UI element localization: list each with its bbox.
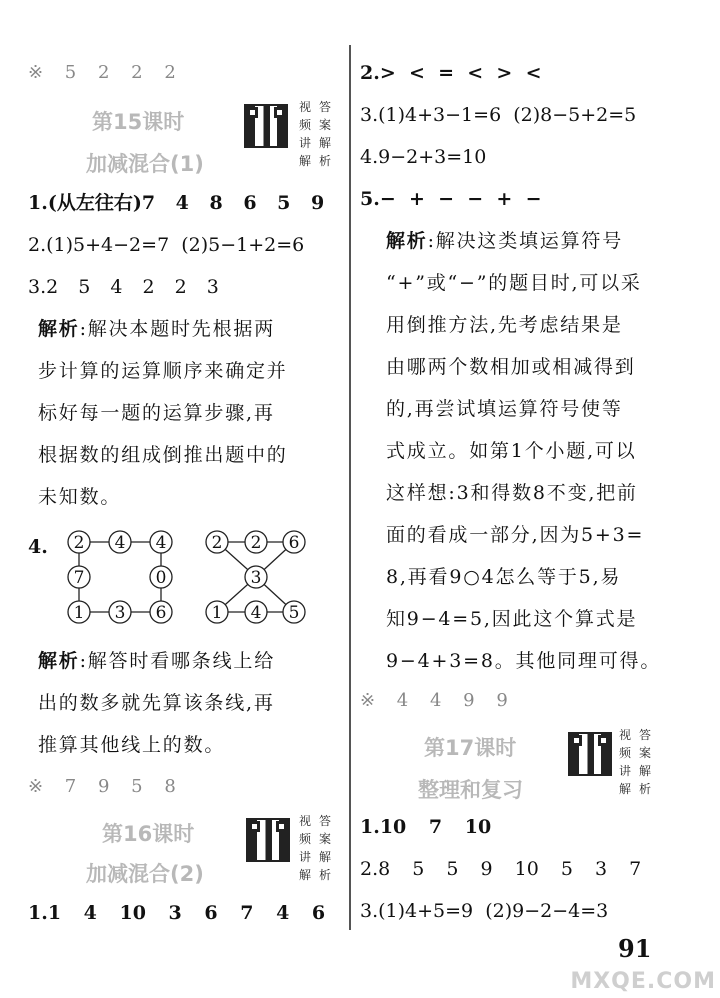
right-column bbox=[360, 40, 690, 960]
qr-label: 视 bbox=[618, 728, 631, 742]
answer-3: 3.2 5 4 2 2 3 bbox=[28, 276, 219, 298]
lesson-15-subtitle: 加减混合(1) bbox=[86, 152, 204, 176]
explanation-2-line-3: 推算其他线上的数。 bbox=[38, 734, 226, 756]
lesson-16-title: 第16课时 bbox=[102, 822, 195, 846]
graph1-node: 3 bbox=[114, 603, 126, 623]
qr-label: 频 bbox=[298, 832, 311, 846]
explanation-line-8: 面的看成一部分,因为5+3= bbox=[386, 524, 645, 546]
graph2-node: 6 bbox=[288, 533, 300, 553]
graph2-node: 2 bbox=[211, 533, 223, 553]
graph1-node: 1 bbox=[73, 603, 85, 623]
qr-label: 析 bbox=[318, 154, 331, 168]
page-number: 91 bbox=[618, 934, 652, 963]
graph1-node: 6 bbox=[155, 603, 167, 623]
answer-4-number: 4. bbox=[28, 536, 48, 558]
qr-code-lesson-17[interactable] bbox=[568, 732, 612, 776]
graph1-node: 7 bbox=[73, 568, 85, 588]
lesson-17-answer-1: 1.10 7 10 bbox=[360, 816, 492, 838]
answer-2: 2.(1)5+4−2=7 (2)5−1+2=6 bbox=[28, 234, 305, 256]
qr-label: 析 bbox=[318, 868, 331, 882]
explanation-line-10: 知9−4=5,因此这个算式是 bbox=[386, 608, 638, 630]
graph1-node: 4 bbox=[114, 533, 126, 553]
explanation-1-line-5: 未知数。 bbox=[38, 486, 122, 508]
answer-3: 3.(1)4+3−1=6 (2)8−5+2=5 bbox=[360, 104, 637, 126]
lesson-17-answer-2: 2.8 5 5 9 10 5 3 7 bbox=[360, 858, 642, 880]
answer-1: 1.(从左往右)7 4 8 6 5 9 bbox=[28, 192, 325, 214]
star-answer-1: ※ 5 2 2 2 bbox=[28, 62, 176, 83]
qr-label: 讲 bbox=[618, 764, 631, 778]
explanation-1-line-3: 标好每一题的运算步骤,再 bbox=[38, 402, 275, 424]
qr-code-lesson-16[interactable] bbox=[246, 818, 290, 862]
qr-label: 案 bbox=[318, 118, 331, 132]
explanation-line-4: 由哪两个数相加或相减得到 bbox=[386, 356, 636, 378]
qr-label: 频 bbox=[298, 118, 311, 132]
qr-label: 析 bbox=[638, 782, 651, 796]
qr-label: 答 bbox=[318, 100, 331, 114]
graph2-node: 5 bbox=[288, 603, 300, 623]
explanation-line-5: 的,再尝试填运算符号使等 bbox=[386, 398, 623, 420]
explanation-line-3: 用倒推方法,先考虑结果是 bbox=[386, 314, 623, 336]
left-column bbox=[28, 40, 348, 960]
explanation-label: 解析 bbox=[38, 318, 80, 340]
explanation-1-line-1: 解析:解决本题时先根据两 bbox=[38, 318, 276, 340]
explanation-1-line-4: 根据数的组成倒推出题中的 bbox=[38, 444, 288, 466]
qr-label: 答 bbox=[318, 814, 331, 828]
lesson-17-title: 第17课时 bbox=[424, 736, 517, 760]
explanation-label: 解析 bbox=[386, 230, 428, 252]
explanation-line-7: 这样想:3和得数8不变,把前 bbox=[386, 482, 638, 504]
site-watermark: MXQE.COM bbox=[570, 969, 716, 994]
explanation-2-line-1: 解析:解答时看哪条线上给 bbox=[38, 650, 276, 672]
graph1-node: 2 bbox=[73, 533, 85, 553]
qr-code-lesson-15[interactable] bbox=[244, 104, 288, 148]
star-answer-2: ※ 7 9 5 8 bbox=[28, 776, 176, 797]
qr-label: 讲 bbox=[298, 136, 311, 150]
answer-2: 2.> < = < > < bbox=[360, 62, 542, 84]
explanation-line-1: 解析:解决这类填运算符号 bbox=[386, 230, 624, 252]
qr-label: 解 bbox=[318, 136, 331, 150]
graph2-node: 2 bbox=[250, 533, 262, 553]
qr-label: 频 bbox=[618, 746, 631, 760]
lesson-17-subtitle: 整理和复习 bbox=[418, 778, 523, 802]
qr-label: 视 bbox=[298, 814, 311, 828]
qr-label: 解 bbox=[318, 850, 331, 864]
number-x-graph bbox=[204, 528, 314, 626]
explanation-line-6: 式成立。如第1个小题,可以 bbox=[386, 440, 637, 462]
qr-label: 解 bbox=[638, 764, 651, 778]
qr-label: 讲 bbox=[298, 850, 311, 864]
graph1-node: 0 bbox=[155, 568, 167, 588]
explanation-label: 解析 bbox=[38, 650, 80, 672]
qr-label: 答 bbox=[638, 728, 651, 742]
number-square-graph bbox=[66, 528, 176, 626]
explanation-2-line-2: 出的数多就先算该条线,再 bbox=[38, 692, 275, 714]
lesson-17-answer-3: 3.(1)4+5=9 (2)9−2−4=3 bbox=[360, 900, 609, 922]
answer-4: 4.9−2+3=10 bbox=[360, 146, 487, 168]
qr-label: 解 bbox=[618, 782, 631, 796]
star-answer: ※ 4 4 9 9 bbox=[360, 690, 508, 711]
lesson-15-title: 第15课时 bbox=[92, 110, 185, 134]
explanation-line-11: 9−4+3=8。其他同理可得。 bbox=[386, 650, 662, 672]
answer-5: 5.− + − − + − bbox=[360, 188, 542, 210]
qr-label: 案 bbox=[318, 832, 331, 846]
graph1-node: 4 bbox=[155, 533, 167, 553]
qr-label: 案 bbox=[638, 746, 651, 760]
graph2-node: 4 bbox=[250, 603, 262, 623]
qr-label: 视 bbox=[298, 100, 311, 114]
lesson-16-subtitle: 加减混合(2) bbox=[86, 862, 204, 886]
explanation-line-9: 8,再看9○4怎么等于5,易 bbox=[386, 566, 622, 588]
qr-label: 解 bbox=[298, 868, 311, 882]
explanation-line-2: “+”或“−”的题目时,可以采 bbox=[386, 272, 642, 294]
lesson-16-answer-1: 1.1 4 10 3 6 7 4 6 bbox=[28, 902, 326, 924]
graph2-node: 1 bbox=[211, 603, 223, 623]
column-divider bbox=[349, 45, 351, 930]
graph2-node: 3 bbox=[250, 568, 262, 588]
qr-label: 解 bbox=[298, 154, 311, 168]
explanation-1-line-2: 步计算的运算顺序来确定并 bbox=[38, 360, 288, 382]
